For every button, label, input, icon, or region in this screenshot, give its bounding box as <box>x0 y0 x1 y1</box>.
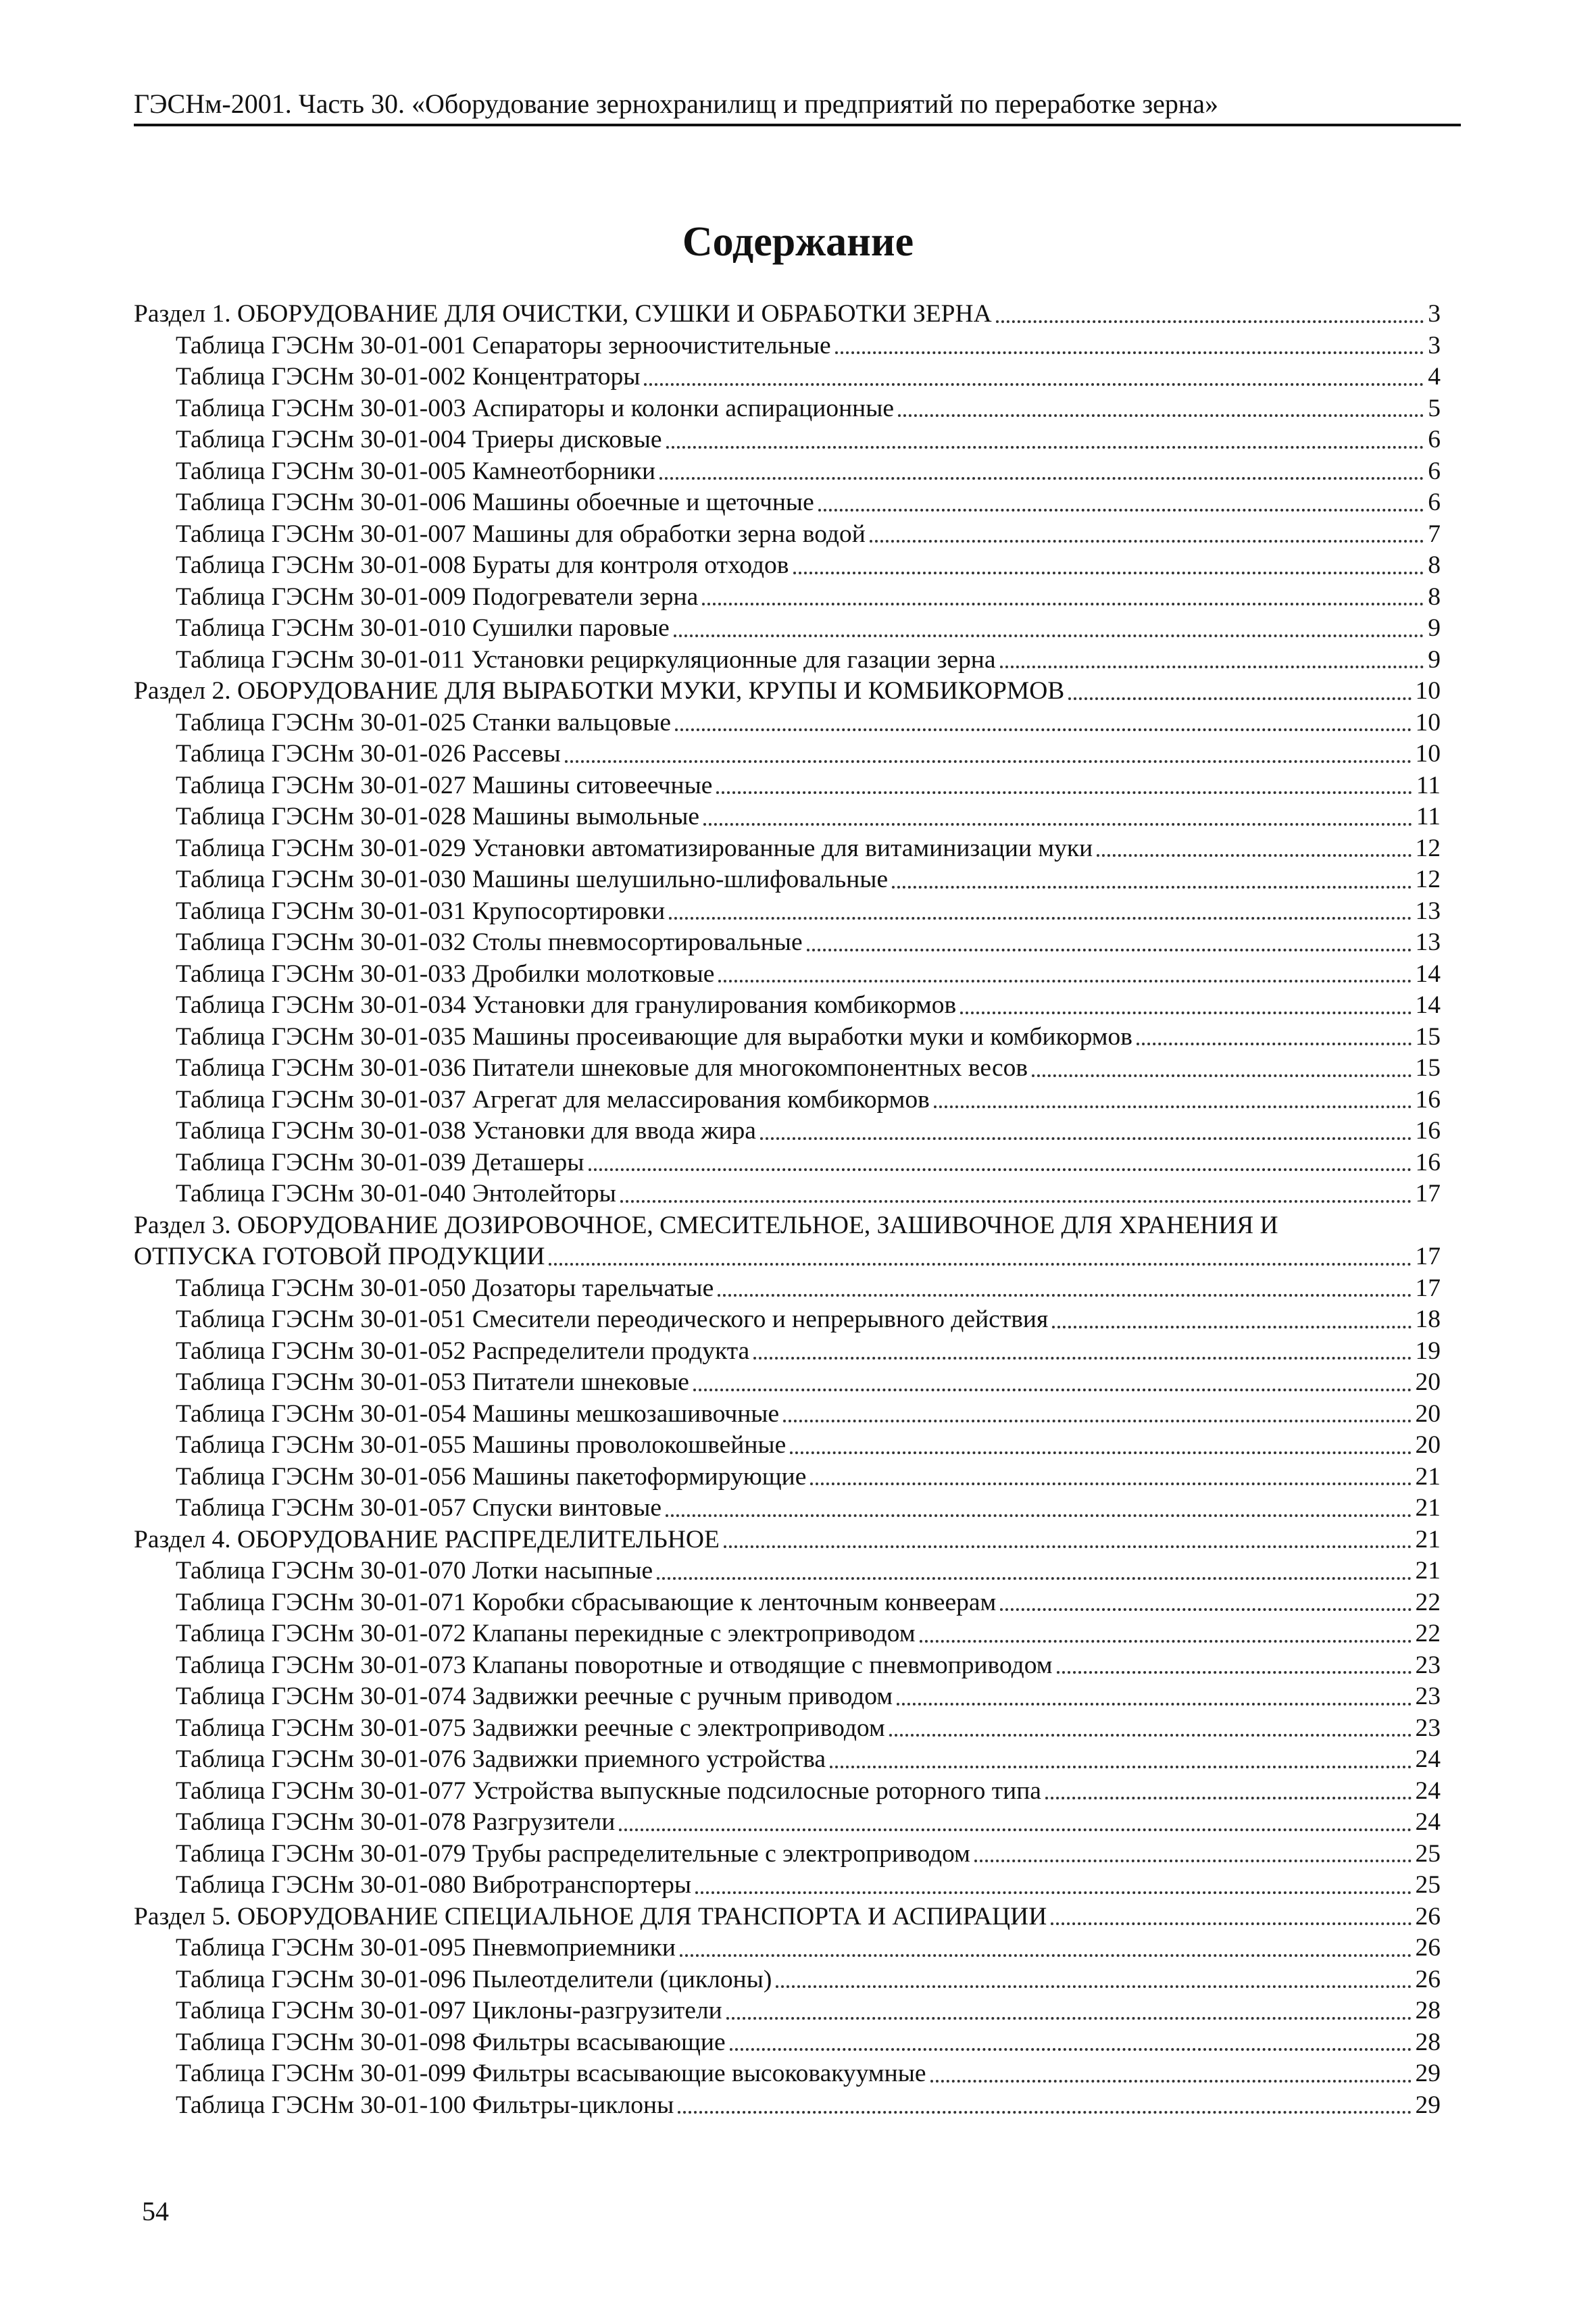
dot-leader <box>726 2017 1412 2020</box>
toc-table-entry[interactable] <box>134 1178 1441 1210</box>
toc-table-entry[interactable] <box>134 1147 1441 1179</box>
toc-entry-label: Таблица ГЭСНм 30-01-100 Фильтры-циклоны <box>176 2091 674 2119</box>
toc-entry-page: 17 <box>1415 1274 1441 1302</box>
dot-leader <box>1068 697 1411 700</box>
dot-leader <box>695 1891 1411 1894</box>
toc-entry-page: 20 <box>1415 1399 1441 1428</box>
toc-entry-label: Таблица ГЭСНм 30-01-033 Дробилки молотковые <box>176 960 715 988</box>
toc-table-entry[interactable] <box>134 393 1441 425</box>
toc-entry-page: 19 <box>1415 1337 1441 1365</box>
toc-table-entry[interactable] <box>134 550 1441 582</box>
dot-leader <box>619 1828 1411 1831</box>
toc-entry-label: Таблица ГЭСНм 30-01-055 Машины проволокошвейные <box>176 1431 787 1459</box>
toc-entry-page: 16 <box>1415 1148 1441 1176</box>
toc-section-entry[interactable] <box>134 1901 1441 1933</box>
toc-entry-page: 23 <box>1415 1651 1441 1679</box>
toc-table-entry[interactable] <box>134 1555 1441 1587</box>
toc-entry-page: 13 <box>1415 897 1441 925</box>
dot-leader <box>716 791 1412 794</box>
toc-entry-label: Таблица ГЭСНм 30-01-080 Вибротранспортеры <box>176 1871 692 1899</box>
toc-entry-page: 14 <box>1415 991 1441 1019</box>
dot-leader <box>589 1168 1412 1171</box>
toc-entry-label: Таблица ГЭСНм 30-01-078 Разгрузители <box>176 1808 616 1836</box>
toc-entry-page: 14 <box>1415 960 1441 988</box>
toc-table-entry[interactable] <box>134 1462 1441 1493</box>
toc-entry-label: Раздел 1. ОБОРУДОВАНИЕ ДЛЯ ОЧИСТКИ, СУШКИ И ОБРАБОТКИ ЗЕРНА <box>134 300 992 328</box>
toc-section-entry[interactable] <box>134 299 1441 330</box>
header-rule <box>134 124 1461 126</box>
dot-leader <box>818 509 1424 512</box>
toc-entry-page: 17 <box>1415 1243 1441 1270</box>
dot-leader <box>549 1263 1411 1266</box>
running-header: ГЭСНм-2001. Часть 30. «Оборудование зернохранилищ и предприятий по переработке зерна» <box>134 89 1219 119</box>
toc-entry-label: Таблица ГЭСНм 30-01-052 Распределители продукта <box>176 1337 750 1365</box>
toc-entry-label: Таблица ГЭСНм 30-01-070 Лотки насыпные <box>176 1557 653 1585</box>
toc-entry-page: 10 <box>1415 740 1441 768</box>
toc-entry-label: Таблица ГЭСНм 30-01-098 Фильтры всасывающие <box>176 2028 726 2056</box>
toc-entry-page: 21 <box>1415 1557 1441 1585</box>
dot-leader <box>835 351 1424 354</box>
toc-section-heading-line: Раздел 3. ОБОРУДОВАНИЕ ДОЗИРОВОЧНОЕ, СМЕСИТЕЛЬНОЕ, ЗАШИВОЧНОЕ ДЛЯ ХРАНЕНИЯ И <box>134 1211 1278 1239</box>
toc-table-entry[interactable] <box>134 1618 1441 1650</box>
toc-table-entry[interactable] <box>134 739 1441 770</box>
toc-entry-page: 15 <box>1415 1022 1441 1051</box>
toc-entry-page: 24 <box>1415 1745 1441 1773</box>
toc-entry-label: Таблица ГЭСНм 30-01-095 Пневмоприемники <box>176 1934 676 1962</box>
toc-table-entry[interactable] <box>134 1273 1441 1305</box>
toc-table-entry[interactable] <box>134 1367 1441 1399</box>
toc-entry-label: Таблица ГЭСНм 30-01-053 Питатели шнековые <box>176 1368 689 1396</box>
toc-entry-page: 11 <box>1416 803 1441 830</box>
dot-leader <box>889 1734 1412 1737</box>
toc-table-entry[interactable] <box>134 833 1441 865</box>
toc-table-entry[interactable] <box>134 1587 1441 1619</box>
toc-table-entry[interactable] <box>134 1776 1441 1808</box>
toc-section-entry[interactable] <box>134 1241 1441 1273</box>
toc-entry-page: 21 <box>1415 1525 1441 1553</box>
dot-leader <box>718 1294 1411 1297</box>
dot-leader <box>897 1703 1411 1706</box>
toc-table-entry[interactable] <box>134 1650 1441 1682</box>
toc-table-entry[interactable] <box>134 707 1441 739</box>
toc-entry-page: 20 <box>1415 1368 1441 1396</box>
dot-leader <box>1057 1671 1412 1674</box>
toc-entry-label: ОТПУСКА ГОТОВОЙ ПРОДУКЦИИ <box>134 1243 545 1270</box>
dot-leader <box>1097 854 1411 857</box>
toc-table-entry[interactable] <box>134 1336 1441 1368</box>
toc-table-entry[interactable] <box>134 456 1441 488</box>
dot-leader <box>830 1766 1411 1768</box>
toc-entry-label: Таблица ГЭСНм 30-01-079 Трубы распределительные с электроприводом <box>176 1839 970 1868</box>
toc-entry-label: Таблица ГЭСНм 30-01-006 Машины обоечные и щеточные <box>176 489 814 516</box>
toc-entry-label: Раздел 4. ОБОРУДОВАНИЕ РАСПРЕДЕЛИТЕЛЬНОЕ <box>134 1525 720 1553</box>
dot-leader <box>960 1012 1411 1014</box>
toc-entry-page: 16 <box>1415 1085 1441 1114</box>
toc-entry-label: Таблица ГЭСНм 30-01-032 Столы пневмосортировальные <box>176 928 803 956</box>
dot-leader <box>1000 666 1424 668</box>
toc-table-entry[interactable] <box>134 2090 1441 2122</box>
toc-entry-label: Таблица ГЭСНм 30-01-097 Циклоны-разгрузители <box>176 1997 722 2024</box>
toc-entry-label: Таблица ГЭСНм 30-01-071 Коробки сбрасывающие к ленточным конвеерам <box>176 1588 997 1616</box>
toc-entry-label: Таблица ГЭСНм 30-01-036 Питатели шнековые для многокомпонентных весов <box>176 1054 1028 1082</box>
toc-entry-label: Таблица ГЭСНм 30-01-027 Машины ситовеечные <box>176 771 713 799</box>
toc-entry-label: Таблица ГЭСНм 30-01-004 Триеры дисковые <box>176 426 662 453</box>
toc-entry-page: 22 <box>1415 1588 1441 1616</box>
toc-entry-label: Таблица ГЭСНм 30-01-037 Агрегат для мелассирования комбикормов <box>176 1085 930 1114</box>
toc-table-entry[interactable] <box>134 2058 1441 2090</box>
table-of-contents <box>134 299 1441 2121</box>
toc-entry-page: 3 <box>1428 300 1441 328</box>
toc-table-entry[interactable] <box>134 959 1441 991</box>
toc-entry-page: 12 <box>1415 834 1441 862</box>
toc-table-entry[interactable] <box>134 1304 1441 1336</box>
toc-entry-label: Таблица ГЭСНм 30-01-007 Машины для обработки зерна водой <box>176 520 866 548</box>
dot-leader <box>1045 1797 1412 1799</box>
toc-table-entry[interactable] <box>134 1399 1441 1430</box>
dot-leader <box>1051 1922 1411 1925</box>
toc-section-entry[interactable] <box>134 1524 1441 1556</box>
dot-leader <box>675 728 1412 731</box>
dot-leader <box>1052 1326 1411 1328</box>
toc-table-entry[interactable] <box>134 1744 1441 1776</box>
toc-entry-label: Таблица ГЭСНм 30-01-031 Крупосортировки <box>176 897 666 925</box>
dot-leader <box>730 2048 1412 2051</box>
toc-table-entry[interactable] <box>134 770 1441 802</box>
dot-leader <box>702 603 1424 605</box>
toc-table-entry[interactable] <box>134 1839 1441 1870</box>
toc-entry-page: 28 <box>1415 1997 1441 2024</box>
toc-table-entry[interactable] <box>134 864 1441 896</box>
dot-leader <box>718 980 1411 982</box>
toc-entry-page: 29 <box>1415 2060 1441 2087</box>
dot-leader <box>807 949 1412 951</box>
toc-entry-label: Таблица ГЭСНм 30-01-073 Клапаны поворотные и отводящие с пневмоприводом <box>176 1651 1053 1679</box>
toc-entry-label: Таблица ГЭСНм 30-01-008 Бураты для контроля отходов <box>176 551 789 579</box>
toc-entry-label: Таблица ГЭСНм 30-01-025 Станки вальцовые <box>176 708 671 737</box>
toc-table-entry[interactable] <box>134 330 1441 362</box>
toc-entry-page: 8 <box>1428 551 1441 579</box>
toc-entry-page: 26 <box>1415 1965 1441 1993</box>
toc-entry-label: Таблица ГЭСНм 30-01-001 Сепараторы зерноочистительные <box>176 331 831 359</box>
toc-table-entry[interactable] <box>134 519 1441 551</box>
toc-entry-label: Таблица ГЭСНм 30-01-009 Подогреватели зерна <box>176 582 699 611</box>
toc-entry-label: Таблица ГЭСНм 30-01-039 Деташеры <box>176 1148 584 1176</box>
toc-entry-page: 24 <box>1415 1776 1441 1805</box>
toc-entry-page: 25 <box>1415 1839 1441 1868</box>
toc-entry-label: Таблица ГЭСНм 30-01-072 Клапаны перекидные с электроприводом <box>176 1620 916 1647</box>
toc-entry-label: Таблица ГЭСНм 30-01-030 Машины шелушильно-шлифовальные <box>176 866 889 893</box>
toc-entry-page: 22 <box>1415 1620 1441 1647</box>
toc-entry-label: Таблица ГЭСНм 30-01-005 Камнеотборники <box>176 457 656 485</box>
toc-entry-label: Раздел 2. ОБОРУДОВАНИЕ ДЛЯ ВЫРАБОТКИ МУКИ, КРУПЫ И КОМБИКОРМОВ <box>134 677 1065 705</box>
toc-entry-label: Таблица ГЭСНм 30-01-035 Машины просеивающие для выработки муки и комбикормов <box>176 1022 1132 1051</box>
toc-table-entry[interactable] <box>134 896 1441 928</box>
dot-leader <box>678 2111 1411 2114</box>
toc-entry-page: 4 <box>1428 363 1441 391</box>
toc-entry-label: Раздел 5. ОБОРУДОВАНИЕ СПЕЦИАЛЬНОЕ ДЛЯ ТРАНСПОРТА И АСПИРАЦИИ <box>134 1902 1047 1931</box>
toc-entry-label: Таблица ГЭСНм 30-01-028 Машины вымольные <box>176 803 700 830</box>
dot-leader <box>870 540 1424 543</box>
toc-entry-page: 18 <box>1415 1305 1441 1333</box>
toc-entry-page: 26 <box>1415 1902 1441 1931</box>
toc-entry-page: 23 <box>1415 1714 1441 1742</box>
dot-leader <box>565 760 1412 763</box>
toc-entry-label: Таблица ГЭСНм 30-01-074 Задвижки реечные с ручным приводом <box>176 1683 893 1710</box>
toc-table-entry[interactable] <box>134 1022 1441 1053</box>
dot-leader <box>620 1200 1412 1203</box>
toc-entry-label: Таблица ГЭСНм 30-01-026 Рассевы <box>176 740 561 768</box>
toc-entry-page: 13 <box>1415 928 1441 956</box>
toc-entry-label: Таблица ГЭСНм 30-01-010 Сушилки паровые <box>176 614 670 642</box>
dot-leader <box>790 1451 1411 1454</box>
toc-entry-page: 6 <box>1428 457 1441 485</box>
toc-table-entry[interactable] <box>134 362 1441 393</box>
toc-table-entry[interactable] <box>134 990 1441 1022</box>
toc-table-entry[interactable] <box>134 1493 1441 1524</box>
toc-entry-label: Таблица ГЭСНм 30-01-003 Аспираторы и колонки аспирационные <box>176 394 895 422</box>
toc-table-entry[interactable] <box>134 801 1441 833</box>
toc-entry-label: Таблица ГЭСНм 30-01-002 Концентраторы <box>176 363 641 391</box>
toc-table-entry[interactable] <box>134 582 1441 614</box>
dot-leader <box>776 1985 1411 1988</box>
toc-entry-label: Таблица ГЭСНм 30-01-038 Установки для ввода жира <box>176 1117 756 1145</box>
toc-entry-page: 9 <box>1428 614 1441 642</box>
dot-leader <box>793 572 1424 574</box>
toc-entry-label: Таблица ГЭСНм 30-01-034 Установки для гранулирования комбикормов <box>176 991 957 1019</box>
dot-leader <box>934 1105 1412 1108</box>
toc-entry-label: Таблица ГЭСНм 30-01-057 Спуски винтовые <box>176 1494 662 1522</box>
toc-entry-label: Таблица ГЭСНм 30-01-099 Фильтры всасывающие высоковакуумные <box>176 2060 926 2087</box>
dot-leader <box>674 634 1424 637</box>
dot-leader <box>669 917 1411 920</box>
toc-entry-page: 28 <box>1415 2028 1441 2056</box>
dot-leader <box>898 414 1424 417</box>
toc-entry-page: 25 <box>1415 1871 1441 1899</box>
toc-entry-label: Таблица ГЭСНм 30-01-077 Устройства выпускные подсилосные роторного типа <box>176 1776 1041 1805</box>
toc-entry-page: 20 <box>1415 1431 1441 1459</box>
toc-entry-page: 21 <box>1415 1494 1441 1522</box>
toc-entry-page: 10 <box>1415 677 1441 705</box>
toc-entry-label: Таблица ГЭСНм 30-01-075 Задвижки реечные с электроприводом <box>176 1714 885 1742</box>
toc-entry-page: 6 <box>1428 426 1441 453</box>
toc-entry-page: 11 <box>1416 771 1441 799</box>
dot-leader <box>810 1483 1411 1485</box>
toc-entry-page: 3 <box>1428 331 1441 359</box>
dot-leader <box>753 1357 1411 1360</box>
toc-table-entry[interactable] <box>134 645 1441 676</box>
toc-entry-page: 29 <box>1415 2091 1441 2119</box>
toc-entry-label: Таблица ГЭСНм 30-01-096 Пылеотделители (циклоны) <box>176 1965 772 1993</box>
dot-leader <box>666 1514 1411 1517</box>
dot-leader <box>659 477 1424 480</box>
dot-leader <box>1032 1074 1411 1077</box>
toc-table-entry[interactable] <box>134 1713 1441 1745</box>
toc-table-entry[interactable] <box>134 1053 1441 1085</box>
dot-leader <box>680 1954 1412 1957</box>
toc-entry-page: 5 <box>1428 394 1441 422</box>
dot-leader <box>644 383 1424 386</box>
toc-table-entry[interactable] <box>134 1116 1441 1147</box>
toc-entry-page: 8 <box>1428 582 1441 611</box>
dot-leader <box>703 823 1412 826</box>
toc-table-entry[interactable] <box>134 487 1441 519</box>
toc-entry-page: 9 <box>1428 645 1441 674</box>
toc-table-entry[interactable] <box>134 424 1441 456</box>
toc-entry-page: 16 <box>1415 1117 1441 1145</box>
toc-table-entry[interactable] <box>134 613 1441 645</box>
dot-leader <box>657 1577 1411 1580</box>
toc-entry-page: 23 <box>1415 1683 1441 1710</box>
dot-leader <box>974 1860 1412 1862</box>
toc-entry-page: 17 <box>1415 1180 1441 1208</box>
toc-entry-page: 6 <box>1428 489 1441 516</box>
dot-leader <box>996 320 1424 323</box>
toc-table-entry[interactable] <box>134 1681 1441 1713</box>
toc-entry-page: 10 <box>1415 708 1441 737</box>
dot-leader <box>693 1389 1412 1391</box>
toc-table-entry[interactable] <box>134 1085 1441 1116</box>
dot-leader <box>930 2080 1412 2083</box>
toc-entry-page: 24 <box>1415 1808 1441 1836</box>
toc-table-entry[interactable] <box>134 1430 1441 1462</box>
toc-entry-label: Таблица ГЭСНм 30-01-029 Установки автоматизированные для витаминизации муки <box>176 834 1093 862</box>
toc-table-entry[interactable] <box>134 1870 1441 1901</box>
toc-entry-label: Таблица ГЭСНм 30-01-054 Машины мешкозашивочные <box>176 1399 780 1428</box>
toc-entry-page: 7 <box>1428 520 1441 548</box>
toc-table-entry[interactable] <box>134 2027 1441 2059</box>
toc-table-entry[interactable] <box>134 1964 1441 1996</box>
toc-entry-label: Таблица ГЭСНм 30-01-076 Задвижки приемного устройства <box>176 1745 826 1773</box>
toc-table-entry[interactable] <box>134 1807 1441 1839</box>
dot-leader <box>666 446 1424 449</box>
toc-table-entry[interactable] <box>134 927 1441 959</box>
dot-leader <box>760 1137 1412 1140</box>
toc-entry-label: Таблица ГЭСНм 30-01-056 Машины пакетоформирующие <box>176 1462 807 1491</box>
toc-entry-page: 21 <box>1415 1462 1441 1491</box>
page-number: 54 <box>142 2196 169 2226</box>
dot-leader <box>783 1420 1411 1422</box>
dot-leader <box>1000 1608 1411 1611</box>
toc-table-entry[interactable] <box>134 1933 1441 1964</box>
dot-leader <box>724 1545 1412 1548</box>
toc-table-entry[interactable] <box>134 1995 1441 2027</box>
page-title: Содержание <box>682 219 914 265</box>
dot-leader <box>892 886 1411 889</box>
toc-entry-label: Таблица ГЭСНм 30-01-011 Установки рециркуляционные для газации зерна <box>176 645 996 674</box>
toc-entry-label: Таблица ГЭСНм 30-01-050 Дозаторы тарельчатые <box>176 1274 714 1302</box>
toc-section-entry[interactable] <box>134 676 1441 707</box>
toc-entry-page: 15 <box>1415 1054 1441 1082</box>
toc-entry-label: Таблица ГЭСНм 30-01-051 Смесители переодического и непрерывного действия <box>176 1305 1049 1333</box>
toc-entry-label: Таблица ГЭСНм 30-01-040 Энтолейторы <box>176 1180 616 1208</box>
toc-entry-page: 12 <box>1415 866 1441 893</box>
dot-leader <box>1137 1043 1412 1045</box>
toc-entry-page: 26 <box>1415 1934 1441 1962</box>
dot-leader <box>920 1640 1412 1643</box>
